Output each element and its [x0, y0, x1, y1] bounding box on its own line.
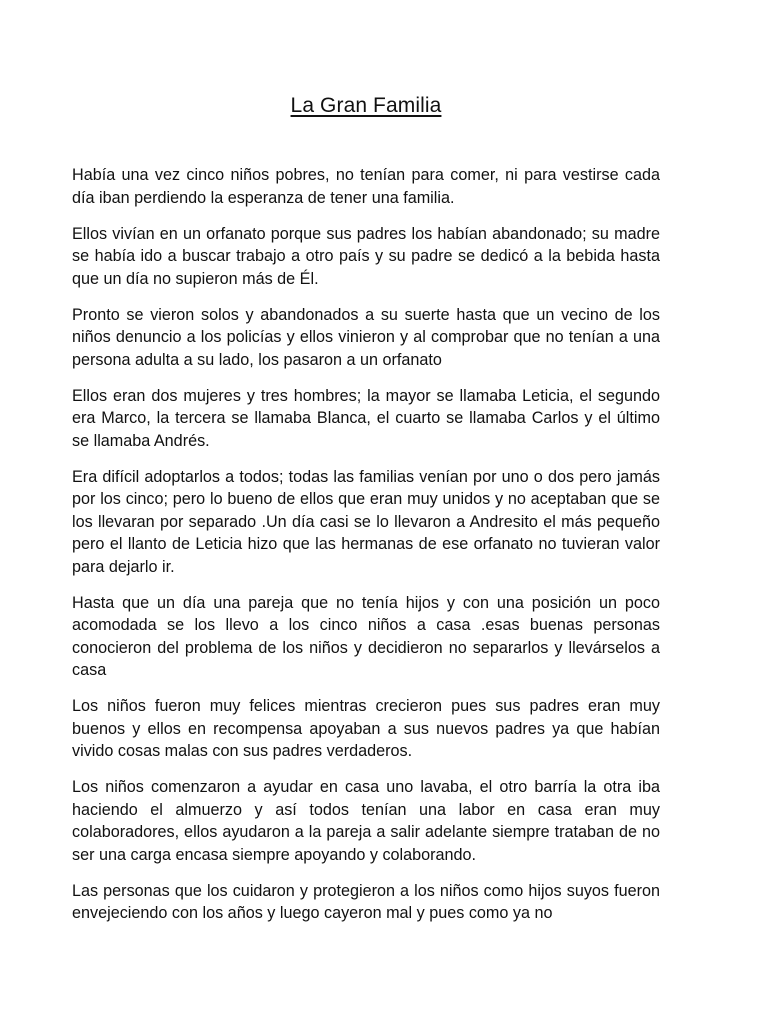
- paragraph: Ellos vivían en un orfanato porque sus padres los habían abandonado; su madre se había ido a buscar trabajo a otro país y su padre se dedicó a la bebida hasta que un día no supieron más de Él.: [72, 224, 660, 288]
- paragraph: Hasta que un día una pareja que no tenía hijos y con una posición un poco acomodada se los llevo a los cinco niños a casa .esas buenas personas conocieron del problema de los niños y decidieron no separarlos y llevárselos a casa: [72, 593, 660, 679]
- paragraph: Los niños fueron muy felices mientras crecieron pues sus padres eran muy buenos y ellos en recompensa apoyaban a sus nuevos padres ya que habían vivido cosas malas con sus padres verdaderos.: [72, 697, 660, 760]
- paragraph: Los niños comenzaron a ayudar en casa uno lavaba, el otro barría la otra iba haciendo el almuerzo y así todos tenían una labor en casa eran muy colaboradores, ellos ayudaron a la pareja a salir adelante siempre trataban de no ser una carga encasa siempre apoyando y colaborando.: [72, 778, 660, 864]
- paragraph: Ellos eran dos mujeres y tres hombres; la mayor se llamaba Leticia, el segundo era Marco, la tercera se llamaba Blanca, el cuarto se llamaba Carlos y el último se llamaba Andrés.: [72, 386, 660, 450]
- paragraph: Las personas que los cuidaron y protegieron a los niños como hijos suyos fueron envejeciendo con los años y luego cayeron mal y pues como ya no: [72, 881, 660, 922]
- document-body: [72, 164, 660, 938]
- paragraph: Había una vez cinco niños pobres, no tenían para comer, ni para vestirse cada día iban perdiendo la esperanza de tener una familia.: [72, 166, 660, 207]
- paragraph: Pronto se vieron solos y abandonados a su suerte hasta que un vecino de los niños denuncio a los policías y ellos vinieron y al comprobar que no tenían a una persona adulta a su lado, los pasaron a un orfanato: [72, 305, 660, 369]
- document-title: La Gran Familia: [290, 94, 442, 117]
- paragraph: Era difícil adoptarlos a todos; todas las familias venían por uno o dos pero jamás por los cinco; pero lo bueno de ellos que eran muy unidos y no aceptaban que se los llevaran por separado .Un día casi se lo llevaron a Andresito el más pequeño pero el llanto de Leticia hizo que las hermanas de ese orfanato no tuvieran valor para dejarlo ir.: [72, 467, 660, 576]
